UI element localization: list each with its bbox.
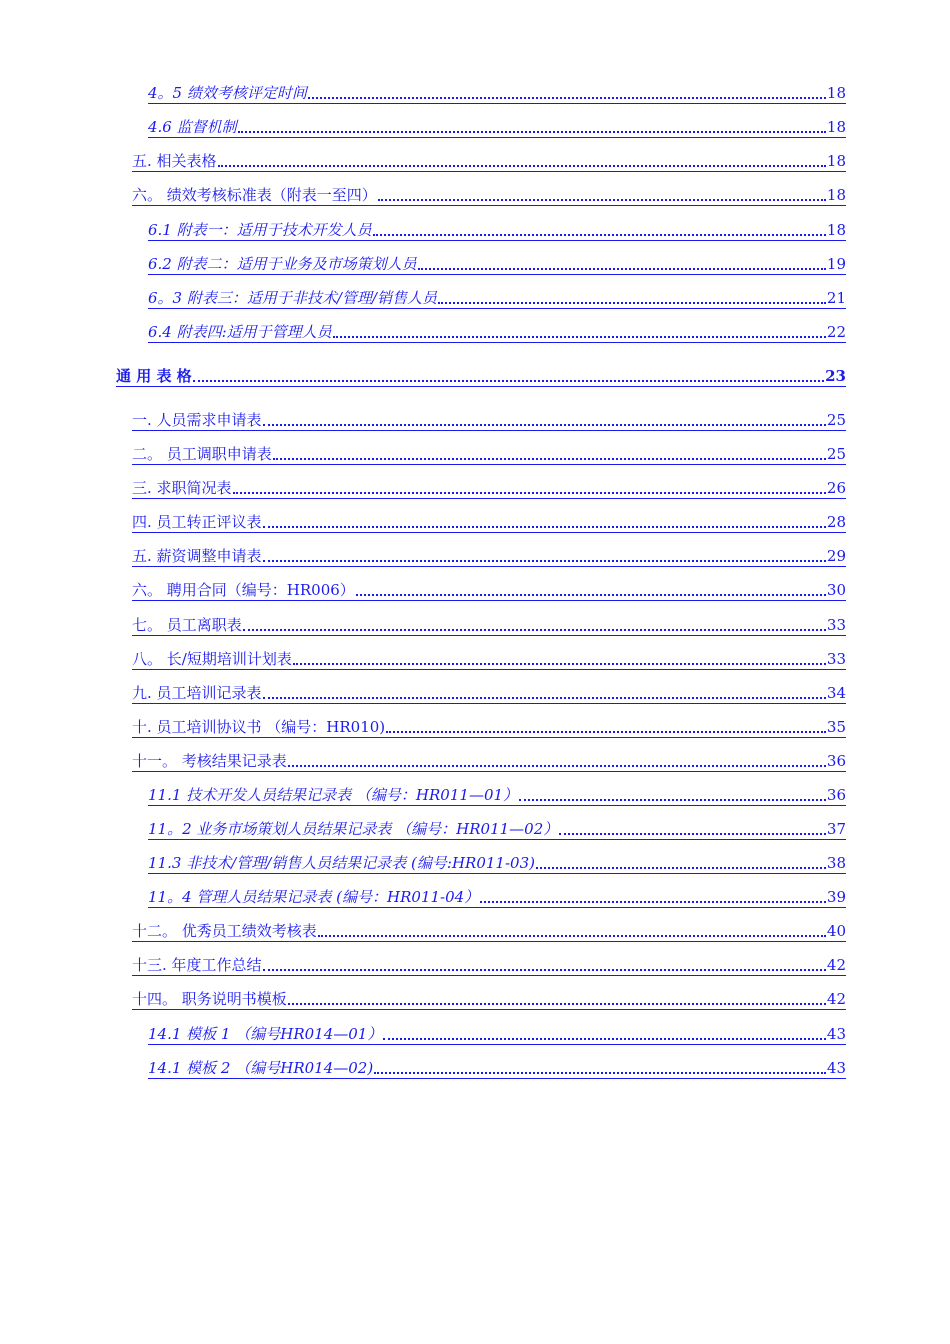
toc-entry-label: 14.1 模板 2 （编号HR014—02) xyxy=(148,1059,374,1077)
toc-entry-form-3[interactable] xyxy=(132,478,846,499)
toc-entry-label: 十. 员工培训协议书 （编号：HR010) xyxy=(132,718,386,736)
toc-leader-dots xyxy=(383,1038,826,1040)
toc-page-number: 29 xyxy=(826,547,846,565)
toc-page-number: 19 xyxy=(826,255,846,273)
toc-entry-form-2[interactable] xyxy=(132,444,846,465)
toc-page-number: 39 xyxy=(826,888,846,906)
toc-entry-11-3[interactable] xyxy=(148,853,846,874)
toc-page-number: 18 xyxy=(826,152,846,170)
toc-page-number: 34 xyxy=(826,684,846,702)
toc-leader-dots xyxy=(386,731,826,733)
toc-page-number: 37 xyxy=(826,820,846,838)
toc-entry-form-5[interactable] xyxy=(132,546,846,567)
toc-page-number: 40 xyxy=(826,922,846,940)
toc-entry-label: 6.4 附表四:适用于管理人员 xyxy=(148,323,332,341)
toc-page-number: 43 xyxy=(826,1025,846,1043)
toc-leader-dots xyxy=(418,268,826,270)
toc-entry-6-4[interactable] xyxy=(148,322,846,343)
toc-entry-form-1[interactable] xyxy=(132,410,846,431)
toc-entry-label: 4。5 绩效考核评定时间 xyxy=(148,84,307,102)
toc-page-number: 26 xyxy=(826,479,846,497)
toc-leader-dots xyxy=(238,131,826,133)
toc-leader-dots xyxy=(438,302,826,304)
toc-entry-label: 九. 员工培训记录表 xyxy=(132,684,262,702)
toc-entry-label: 三. 求职简况表 xyxy=(132,479,232,497)
toc-entry-label: 五. 相关表格 xyxy=(132,152,217,170)
toc-leader-dots xyxy=(308,97,826,99)
toc-entry-form-11[interactable] xyxy=(132,751,846,772)
toc-entry-label: 八。 长/短期培训计划表 xyxy=(132,650,292,668)
toc-leader-dots xyxy=(536,867,826,869)
toc-entry-label: 通 用 表 格 xyxy=(116,367,192,385)
toc-entry-6-1[interactable] xyxy=(148,220,846,241)
toc-entry-label: 七。 员工离职表 xyxy=(132,616,242,634)
toc-entry-4-6[interactable] xyxy=(148,117,846,138)
toc-leader-dots xyxy=(193,380,824,382)
toc-entry-form-13[interactable] xyxy=(132,955,846,976)
toc-page-number: 25 xyxy=(826,445,846,463)
toc-entry-form-8[interactable] xyxy=(132,649,846,670)
toc-entry-general-forms[interactable] xyxy=(116,366,846,387)
toc-entry-label: 11.1 技术开发人员结果记录表 （编号：HR011—01） xyxy=(148,786,519,804)
toc-leader-dots xyxy=(218,165,826,167)
toc-leader-dots xyxy=(293,663,826,665)
toc-leader-dots xyxy=(263,969,826,971)
toc-entry-4-5[interactable] xyxy=(148,83,846,104)
toc-entry-label: 6.2 附表二：适用于业务及市场策划人员 xyxy=(148,255,417,273)
toc-page-number: 35 xyxy=(826,718,846,736)
toc-entry-label: 11.3 非技术/管理/销售人员结果记录表 (编号:HR011-03) xyxy=(148,854,535,872)
toc-entry-label: 11。2 业务市场策划人员结果记录表 （编号：HR011—02） xyxy=(148,820,559,838)
toc-leader-dots xyxy=(519,799,826,801)
toc-page-number: 38 xyxy=(826,854,846,872)
toc-entry-label: 六。 聘用合同（编号：HR006） xyxy=(132,581,355,599)
toc-entry-form-14[interactable] xyxy=(132,989,846,1010)
toc-entry-label: 6。3 附表三：适用于非技术/管理/销售人员 xyxy=(148,289,437,307)
toc-leader-dots xyxy=(263,560,826,562)
toc-entry-label: 十四。 职务说明书模板 xyxy=(132,990,287,1008)
toc-leader-dots xyxy=(243,629,826,631)
toc-leader-dots xyxy=(263,697,826,699)
toc-page-number: 18 xyxy=(826,118,846,136)
toc-page-number: 18 xyxy=(826,84,846,102)
toc-entry-label: 五. 薪资调整申请表 xyxy=(132,547,262,565)
toc-entry-form-4[interactable] xyxy=(132,512,846,533)
toc-page-number: 28 xyxy=(826,513,846,531)
toc-entry-label: 二。 员工调职申请表 xyxy=(132,445,272,463)
toc-entry-11-1[interactable] xyxy=(148,785,846,806)
toc-entry-form-10[interactable] xyxy=(132,717,846,738)
toc-entry-label: 十一。 考核结果记录表 xyxy=(132,752,287,770)
toc-leader-dots xyxy=(288,1003,826,1005)
toc-page-number: 36 xyxy=(826,786,846,804)
toc-leader-dots xyxy=(263,526,826,528)
toc-entry-label: 六。 绩效考核标准表（附表一至四） xyxy=(132,186,377,204)
toc-entry-11-4[interactable] xyxy=(148,887,846,908)
toc-entry-14-1-template-2[interactable] xyxy=(148,1058,846,1079)
toc-entry-11-2[interactable] xyxy=(148,819,846,840)
toc-entry-label: 十二。 优秀员工绩效考核表 xyxy=(132,922,317,940)
toc-page-number: 42 xyxy=(826,990,846,1008)
toc-entry-6[interactable] xyxy=(132,185,846,206)
toc-leader-dots xyxy=(378,199,826,201)
toc-page-number: 21 xyxy=(826,289,846,307)
toc-leader-dots xyxy=(233,492,826,494)
toc-leader-dots xyxy=(373,234,826,236)
toc-entry-form-7[interactable] xyxy=(132,615,846,636)
toc-entry-form-6[interactable] xyxy=(132,580,846,601)
toc-leader-dots xyxy=(333,336,826,338)
toc-entry-label: 十三. 年度工作总结 xyxy=(132,956,262,974)
toc-leader-dots xyxy=(263,424,826,426)
toc-leader-dots xyxy=(480,901,826,903)
toc-entry-5[interactable] xyxy=(132,151,846,172)
toc-entry-label: 4.6 监督机制 xyxy=(148,118,237,136)
toc-page-number: 18 xyxy=(826,221,846,239)
toc-leader-dots xyxy=(273,458,826,460)
toc-page-number: 30 xyxy=(826,581,846,599)
toc-leader-dots xyxy=(318,935,826,937)
toc-page-number: 36 xyxy=(826,752,846,770)
toc-entry-label: 一. 人员需求申请表 xyxy=(132,411,262,429)
toc-leader-dots xyxy=(374,1072,826,1074)
toc-leader-dots xyxy=(559,833,826,835)
toc-page-number: 23 xyxy=(825,367,846,385)
toc-page-number: 18 xyxy=(826,186,846,204)
toc-entry-form-12[interactable] xyxy=(132,921,846,942)
toc-entry-6-3[interactable] xyxy=(148,288,846,309)
toc-page-number: 22 xyxy=(826,323,846,341)
toc-leader-dots xyxy=(288,765,826,767)
toc-entry-label: 四. 员工转正评议表 xyxy=(132,513,262,531)
toc-entry-6-2[interactable] xyxy=(148,254,846,275)
toc-entry-14-1-template-1[interactable] xyxy=(148,1024,846,1045)
toc-page-number: 25 xyxy=(826,411,846,429)
toc-entry-label: 11。4 管理人员结果记录表 (编号：HR011-04） xyxy=(148,888,480,906)
toc-entry-label: 6.1 附表一：适用于技术开发人员 xyxy=(148,221,372,239)
toc-page-number: 43 xyxy=(826,1059,846,1077)
toc-page-number: 33 xyxy=(826,650,846,668)
toc-page-number: 33 xyxy=(826,616,846,634)
toc-page-number: 42 xyxy=(826,956,846,974)
toc-entry-form-9[interactable] xyxy=(132,683,846,704)
toc-leader-dots xyxy=(356,594,826,596)
toc-entry-label: 14.1 模板 1 （编号HR014—01） xyxy=(148,1025,383,1043)
